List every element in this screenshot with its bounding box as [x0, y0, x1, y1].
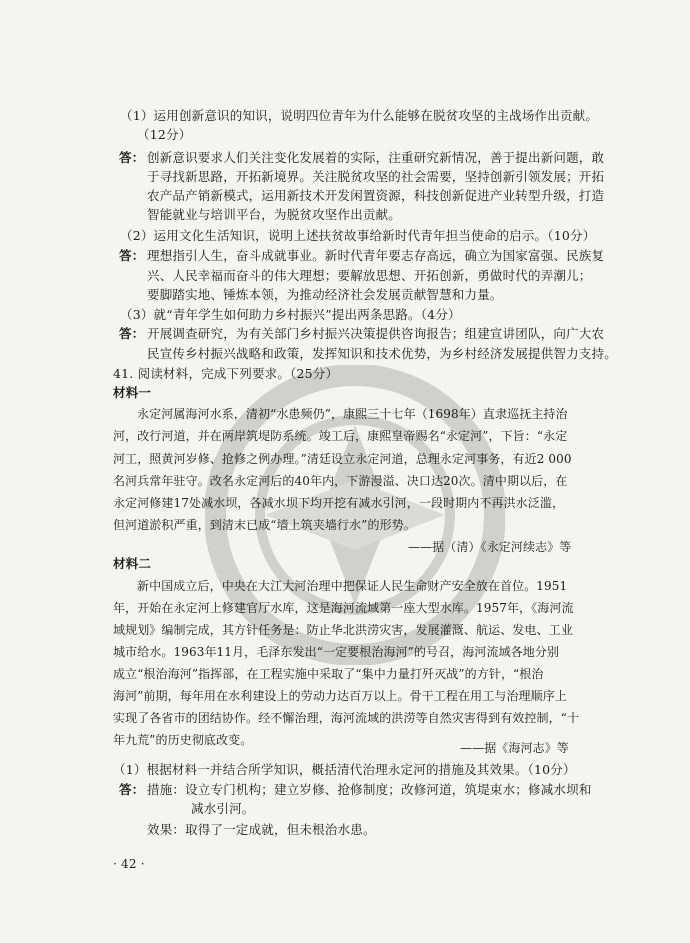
q2-prompt: （2）运用文化生活知识，说明上述扶贫故事给新时代青年担当使命的启示。（10分）: [120, 228, 596, 243]
material1-line: 河工，照黄河岁修、抢修之例办理。”清廷设立永定河道，总理永定河事务，有近2 000: [113, 452, 572, 466]
material1-line: 永定河属海河水系，清初“水患频仍”，康熙三十七年（1698年）直隶巡抚主持治: [137, 407, 568, 421]
material2-line: 城市给水。1963年11月，毛泽东发出“一定要根治海河”的号召，海河流域各地分别: [113, 645, 560, 659]
q1-prompt: （1）运用创新意识的知识，说明四位青年为什么能够在脱贫攻坚的主战场作出贡献。: [120, 108, 599, 123]
material2-line: 域规划》编制完成，其方针任务是：防止华北洪涝灾害，发展灌溉、航运、发电、工业: [113, 623, 573, 637]
q1-answer-label: 答：: [119, 150, 145, 165]
q3-answer-label: 答：: [119, 326, 145, 341]
q1-answer-line: 创新意识要求人们关注变化发展着的实际，注重研究新情况，善于提出新问题，敢: [147, 150, 605, 165]
material2-line: 年九荒”的历史彻底改变。: [113, 733, 253, 747]
q41-sub1-prompt: （1）根据材料一并结合所学知识，概括清代治理永定河的措施及其效果。（10分）: [113, 762, 576, 777]
material1-label: 材料一: [113, 385, 152, 400]
q41-title: 41. 阅读材料，完成下列要求。（25分）: [113, 366, 339, 381]
q3-answer-line: 开展调查研究，为有关部门乡村振兴决策提供咨询报告；组建宣讲团队，向广大农: [147, 326, 605, 341]
material1-line: 但河道淤积严重，到清末已成“墙上筑夹墙行水”的形势。: [113, 518, 416, 532]
material1-line: 永定河修建17处减水坝，各减水坝下均开挖有减水引河，一段时期内不再洪水泛滥，: [113, 496, 565, 510]
page-number: · 42 ·: [113, 857, 145, 871]
q2-answer-line: 兴、人民幸福而奋斗的伟大理想；要解放思想、开拓创新，勇做时代的弄潮儿；: [147, 268, 592, 283]
q1-answer-line: 农产品产销新模式，运用新技术开发闲置资源，科技创新促进产业转型升级，打造: [147, 188, 605, 203]
q2-answer-label: 答：: [119, 248, 145, 263]
q41-answer-label: 答：: [119, 782, 145, 797]
material1-line: 名河兵常年驻守。改名永定河后的40年内，下游漫溢、决口达20次。清中期以后，在: [113, 474, 568, 488]
material2-line: 海河”前期，每年用在水利建设上的劳动力达百万以上。骨干工程在用工与治理顺序上: [113, 689, 567, 703]
q3-prompt: （3）就“青年学生如何助力乡村振兴”提出两条思路。（4分）: [120, 307, 461, 322]
material1-source: ——据（清）《永定河续志》等: [408, 540, 572, 554]
material1-line: 河，改行河道，并在两岸筑堤防系统。竣工后，康熙皇帝赐名“永定河”，下旨：“永定: [113, 429, 568, 443]
material2-label: 材料二: [113, 556, 152, 571]
material2-line: 新中国成立后，中央在大江大河治理中把保证人民生命财产安全放在首位。1951: [137, 579, 568, 593]
q2-answer-line: 理想指引人生，奋斗成就事业。新时代青年要志存高远，确立为国家富强、民族复: [147, 248, 605, 263]
q41-effect: 效果：取得了一定成就，但未根治水患。: [147, 822, 376, 837]
q41-measures-line: 措施：设立专门机构；建立岁修、抢修制度；改修河道，筑堤束水；修减水坝和: [147, 782, 592, 797]
q2-answer-line: 要脚踏实地、锤炼本领，为推动经济社会发展贡献智慧和力量。: [147, 287, 503, 302]
q3-answer-line: 民宣传乡村振兴战略和政策，发挥知识和技术优势，为乡村经济发展提供智力支持。: [147, 346, 617, 361]
q1-points: （12分）: [137, 127, 192, 142]
material2-line: 年，开始在永定河上修建官厅水库，这是海河流域第一座大型水库。1957年，《海河流: [113, 601, 574, 615]
q1-answer-line: 智能就业与培训平台，为脱贫攻坚作出贡献。: [147, 207, 402, 222]
material2-line: 实现了各省市的团结协作。经不懈治理，海河流域的洪涝等自然灾害得到有效控制，“十: [113, 711, 580, 725]
material2-source: ——据《海河志》等: [460, 741, 569, 755]
q1-answer-line: 于寻找新思路，开拓新境界。关注脱贫攻坚的社会需要，坚持创新引领发展；开拓: [147, 169, 605, 184]
material2-line: 成立“根治海河”指挥部，在工程实施中采取了“集中力量打歼灭战”的方针，“根治: [113, 667, 544, 681]
q41-measures-line: 减水引河。: [191, 801, 255, 816]
